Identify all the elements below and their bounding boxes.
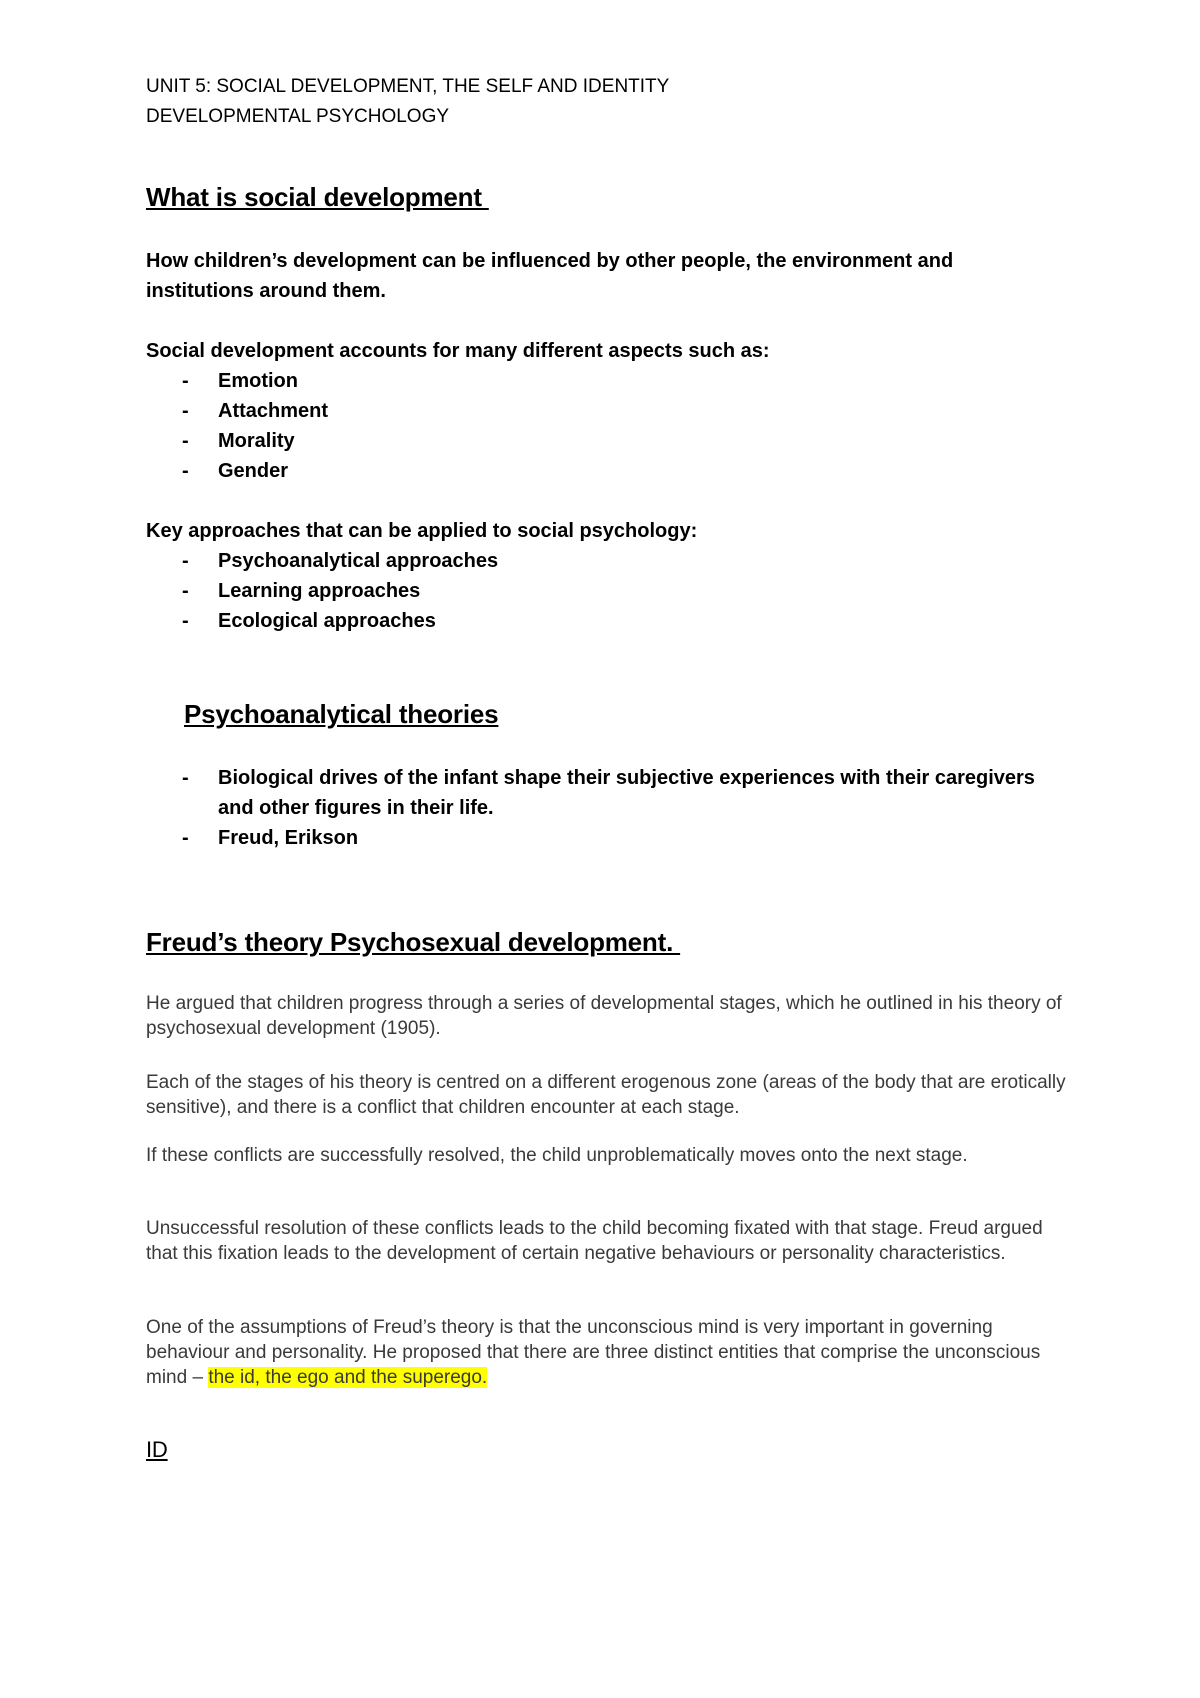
- approaches-lead: Key approaches that can be applied to social psychology:: [146, 520, 698, 542]
- paragraph-erogenous-zones: Each of the stages of his theory is centred on a different erogenous zone (areas of the body that are erotically sensitive), and there is a conflict that children encounter at each stage.: [146, 1072, 1066, 1118]
- aspect-gender: Gender: [218, 460, 289, 482]
- list-item: - Freud, Erikson: [182, 827, 359, 849]
- bullet-freud-erikson: Freud, Erikson: [218, 827, 359, 849]
- heading-freud-psychosexual: Freud’s theory Psychosexual development.: [146, 927, 681, 957]
- list-item: - Attachment: [182, 400, 329, 422]
- approach-ecological: Ecological approaches: [218, 610, 436, 632]
- list-item: - Ecological approaches: [182, 610, 436, 632]
- aspect-emotion: Emotion: [218, 370, 298, 392]
- intro-line-1: How children’s development can be influenced by other people, the environment and: [146, 250, 954, 272]
- heading-what-is-social-development: What is social development: [146, 182, 489, 212]
- bullet-biological-drives-cont: and other figures in their life.: [218, 797, 494, 819]
- list-item: - Morality: [182, 430, 295, 452]
- heading-id: ID: [146, 1437, 168, 1462]
- intro-line-2: institutions around them.: [146, 280, 386, 302]
- heading-psychoanalytical-theories: Psychoanalytical theories: [184, 699, 499, 729]
- list-item: - Psychoanalytical approaches: [182, 550, 499, 572]
- aspects-lead: Social development accounts for many different aspects such as:: [146, 340, 770, 362]
- paragraph-fixation: Unsuccessful resolution of these conflicts leads to the child becoming fixated with that stage. Freud argued that this fixation leads to the development of certain negative behaviours or personality characteristics.: [146, 1218, 1043, 1264]
- approach-learning: Learning approaches: [218, 580, 421, 602]
- highlighted-id-ego-superego: the id, the ego and the superego.: [208, 1367, 488, 1388]
- list-item: - Gender: [182, 460, 289, 482]
- bullet-biological-drives: Biological drives of the infant shape their subjective experiences with their caregivers: [218, 767, 1035, 789]
- unconscious-mind-text: One of the assumptions of Freud’s theory is that the unconscious mind is very important in governing behaviour and personality. He proposed that there are three distinct entities that comprise the unconscious mind –: [146, 1317, 1041, 1388]
- unit-title: UNIT 5: SOCIAL DEVELOPMENT, THE SELF AND IDENTITY: [146, 76, 670, 97]
- aspect-morality: Morality: [218, 430, 295, 452]
- paragraph-conflicts-resolved: If these conflicts are successfully resolved, the child unproblematically moves onto the next stage.: [146, 1145, 968, 1166]
- list-item: - Biological drives of the infant shape their subjective experiences with their caregivers: [182, 767, 1035, 789]
- list-item: - Emotion: [182, 370, 298, 392]
- aspect-attachment: Attachment: [218, 400, 329, 422]
- course-title: DEVELOPMENTAL PSYCHOLOGY: [146, 106, 450, 127]
- paragraph-stages: He argued that children progress through a series of developmental stages, which he outlined in his theory of psychosexual development (1905).: [146, 993, 1062, 1039]
- paragraph-unconscious-mind: [146, 1315, 1066, 1390]
- approach-psychoanalytical: Psychoanalytical approaches: [218, 550, 499, 572]
- list-item: - Learning approaches: [182, 580, 421, 602]
